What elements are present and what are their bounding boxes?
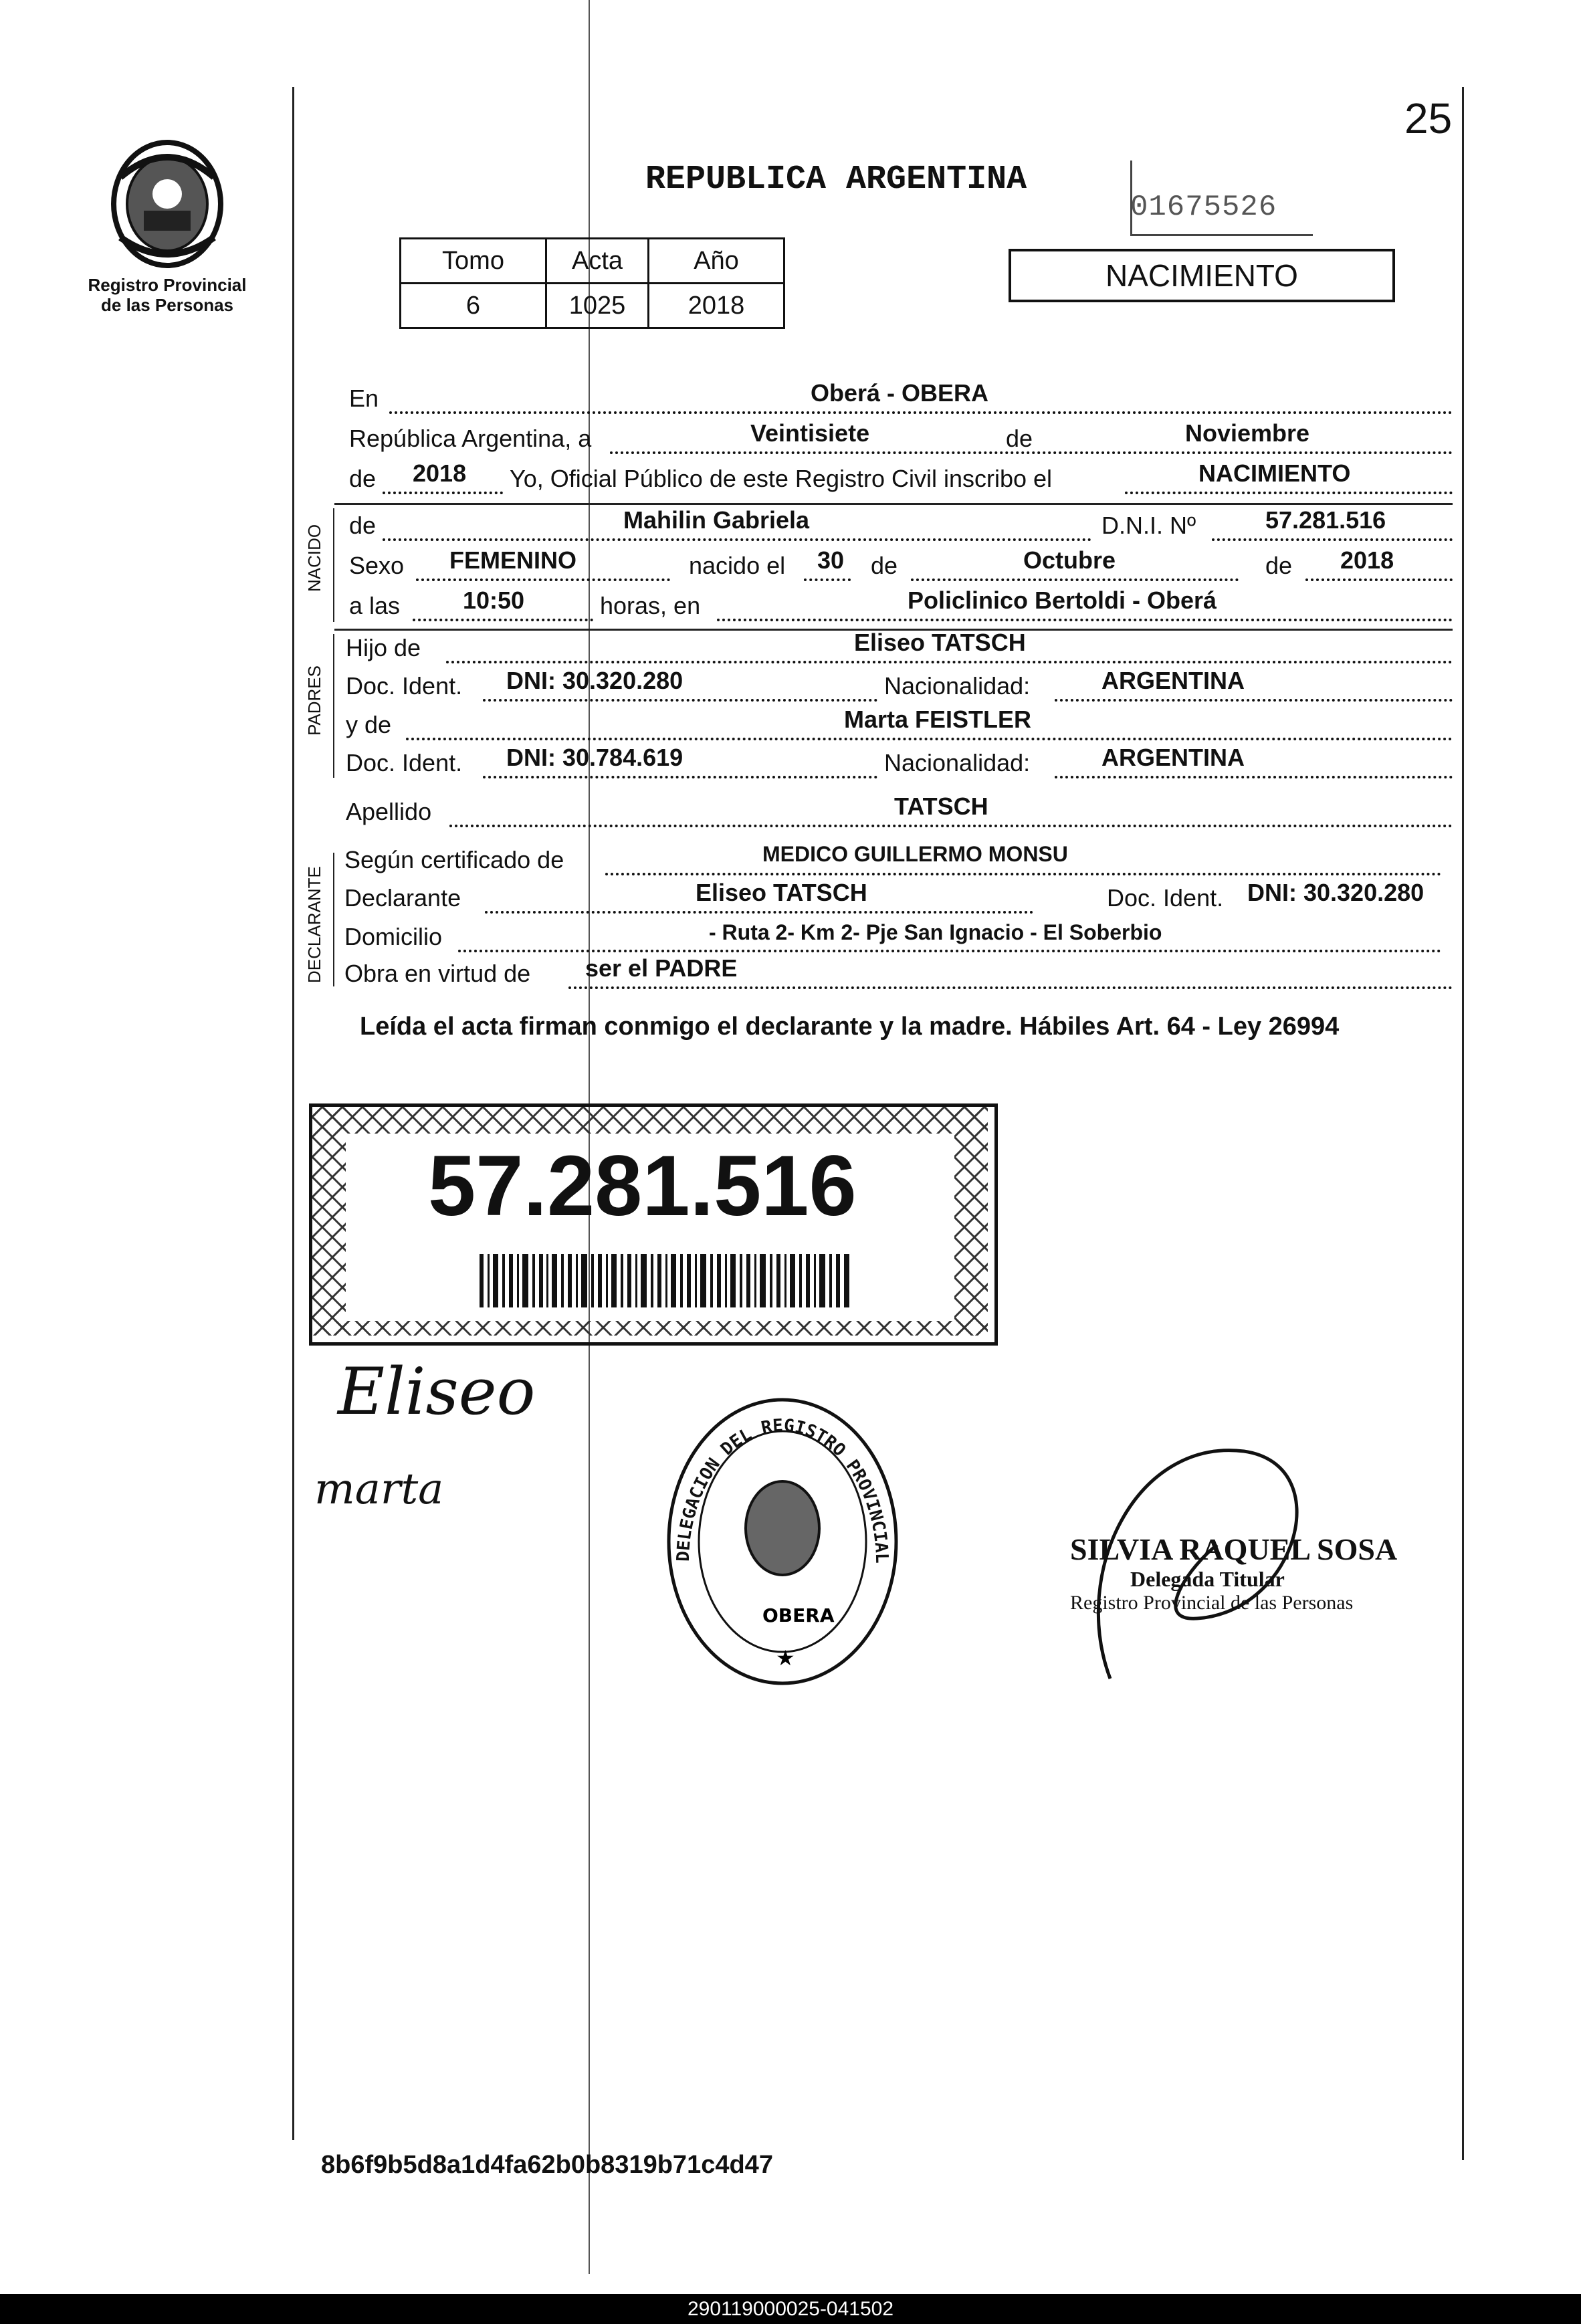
section-declarante: DECLARANTE bbox=[304, 866, 324, 983]
line-domicilio bbox=[344, 920, 1441, 955]
line-nombre bbox=[349, 506, 1453, 544]
value-lugar-nac: Policlinico Bertoldi - Oberá bbox=[908, 587, 1217, 614]
tomo-header: Tomo bbox=[401, 239, 546, 284]
organization-name: Registro Provincial de las Personas bbox=[88, 275, 247, 315]
line-apellido bbox=[346, 793, 1453, 830]
page-number: 25 bbox=[1404, 94, 1453, 142]
value-sexo: FEMENINO bbox=[449, 546, 577, 574]
declarante-bar bbox=[333, 853, 334, 986]
official-stamp bbox=[662, 1394, 903, 1689]
organization-seal bbox=[80, 137, 254, 315]
label-obra: Obra en virtud de bbox=[344, 960, 531, 987]
section-padres: PADRES bbox=[304, 665, 324, 736]
padres-bar bbox=[333, 634, 334, 778]
signature-father: Eliseo bbox=[338, 1354, 536, 1429]
line-sexo bbox=[349, 546, 1453, 584]
nacido-bar bbox=[333, 508, 334, 622]
value-apellido: TATSCH bbox=[894, 793, 988, 820]
label-nacionalidad2: Nacionalidad: bbox=[884, 749, 1031, 776]
value-acto: NACIMIENTO bbox=[1198, 459, 1351, 487]
line-certificado bbox=[344, 842, 1441, 878]
label-de: de bbox=[1006, 425, 1033, 452]
value-hora: 10:50 bbox=[463, 587, 525, 614]
line-en bbox=[349, 379, 1453, 417]
label-de3: de bbox=[349, 512, 377, 539]
label-domicilio: Domicilio bbox=[344, 923, 443, 950]
anio-value: 2018 bbox=[649, 284, 784, 328]
tomo-value: 6 bbox=[401, 284, 546, 328]
star-icon: ★ bbox=[776, 1646, 795, 1670]
acta-header: Acta bbox=[546, 239, 649, 284]
value-mes: Noviembre bbox=[1185, 419, 1310, 447]
value-obra: ser el PADRE bbox=[585, 954, 738, 982]
label-de2: de bbox=[349, 465, 377, 492]
label-doc-ident: Doc. Ident. bbox=[346, 672, 463, 700]
anio-header: Año bbox=[649, 239, 784, 284]
barcode-icon bbox=[480, 1254, 854, 1307]
footer-code: 290119000025-041502 bbox=[0, 2294, 1581, 2324]
line-madre bbox=[346, 706, 1453, 743]
official-name: SILVIA RAQUEL SOSA bbox=[1070, 1532, 1398, 1566]
label-segun: Según certificado de bbox=[344, 846, 564, 873]
label-republica: República Argentina, a bbox=[349, 425, 592, 452]
value-dia: Veintisiete bbox=[750, 419, 870, 447]
dni-card-number: 57.281.516 bbox=[428, 1138, 857, 1234]
act-type-box: NACIMIENTO bbox=[1009, 249, 1395, 302]
right-margin-line bbox=[1462, 87, 1464, 2160]
value-certificado: MEDICO GUILLERMO MONSU bbox=[762, 842, 1068, 866]
document-title: REPUBLICA ARGENTINA bbox=[645, 161, 1027, 199]
stamp-seal-icon bbox=[662, 1394, 903, 1689]
label-nacido-el: nacido el bbox=[689, 552, 786, 579]
official-role: Delegada Titular bbox=[1130, 1567, 1285, 1591]
label-sexo: Sexo bbox=[349, 552, 405, 579]
stamp-text: DELEGACION DEL REGISTRO PROVINCIAL bbox=[673, 1415, 892, 1564]
value-anio-nac: 2018 bbox=[1340, 546, 1394, 574]
value-madre: Marta FEISTLER bbox=[844, 706, 1032, 733]
label-declarante: Declarante bbox=[344, 884, 461, 912]
value-mes-nac: Octubre bbox=[1023, 546, 1116, 574]
document-hash: 8b6f9b5d8a1d4fa62b0b8319b71c4d47 bbox=[321, 2151, 773, 2179]
signature-mother: marta bbox=[314, 1465, 444, 1514]
line-hora bbox=[349, 587, 1453, 624]
value-madre-nac: ARGENTINA bbox=[1101, 744, 1245, 771]
footnote: Leída el acta firman conmigo el declarante y la madre. Hábiles Art. 64 - Ley 26994 bbox=[360, 1013, 1340, 1041]
line-yo bbox=[349, 459, 1453, 497]
label-en: En bbox=[349, 385, 379, 412]
line-padre bbox=[346, 629, 1453, 666]
line-madre-doc bbox=[346, 744, 1453, 781]
label-doc-ident2: Doc. Ident. bbox=[346, 749, 463, 776]
label-nacionalidad: Nacionalidad: bbox=[884, 672, 1031, 700]
value-declarante-dni: DNI: 30.320.280 bbox=[1247, 879, 1425, 906]
label-dni: D.N.I. Nº bbox=[1101, 512, 1196, 539]
label-doc-ident3: Doc. Ident. bbox=[1107, 884, 1224, 912]
section-nacido: NACIDO bbox=[304, 524, 324, 592]
value-dia-nac: 30 bbox=[817, 546, 845, 574]
value-padre: Eliseo TATSCH bbox=[854, 629, 1026, 656]
line-declarante bbox=[344, 879, 1453, 916]
label-de4: de bbox=[871, 552, 898, 579]
acta-value: 1025 bbox=[546, 284, 649, 328]
value-lugar: Oberá - OBERA bbox=[811, 379, 989, 407]
value-padre-nac: ARGENTINA bbox=[1101, 667, 1245, 694]
label-y-de: y de bbox=[346, 711, 392, 738]
official-org: Registro Provincial de las Personas bbox=[1070, 1592, 1354, 1614]
value-anio: 2018 bbox=[413, 459, 467, 487]
value-madre-dni: DNI: 30.784.619 bbox=[506, 744, 683, 771]
label-de5: de bbox=[1265, 552, 1293, 579]
serial-number: 01675526 bbox=[1130, 191, 1277, 224]
official-signature-block bbox=[1070, 1531, 1397, 1614]
label-hijo-de: Hijo de bbox=[346, 634, 421, 661]
label-horas-en: horas, en bbox=[600, 592, 701, 619]
value-domicilio: - Ruta 2- Km 2- Pje San Ignacio - El Soberbio bbox=[709, 920, 1162, 944]
province-emblem-icon bbox=[107, 137, 227, 271]
value-declarante: Eliseo TATSCH bbox=[696, 879, 867, 906]
divider bbox=[334, 503, 1453, 505]
stamp-city: OBERA bbox=[762, 1604, 835, 1626]
value-nombre: Mahilin Gabriela bbox=[623, 506, 810, 534]
record-table bbox=[399, 237, 785, 329]
line-obra bbox=[344, 954, 1453, 992]
line-republica bbox=[349, 419, 1453, 457]
left-margin-line bbox=[292, 87, 294, 2140]
label-yo: Yo, Oficial Público de este Registro Civil inscribo el bbox=[510, 465, 1053, 492]
line-padre-doc bbox=[346, 667, 1453, 704]
label-a-las: a las bbox=[349, 592, 401, 619]
value-padre-dni: DNI: 30.320.280 bbox=[506, 667, 683, 694]
value-dni: 57.281.516 bbox=[1265, 506, 1386, 534]
label-apellido: Apellido bbox=[346, 798, 432, 825]
